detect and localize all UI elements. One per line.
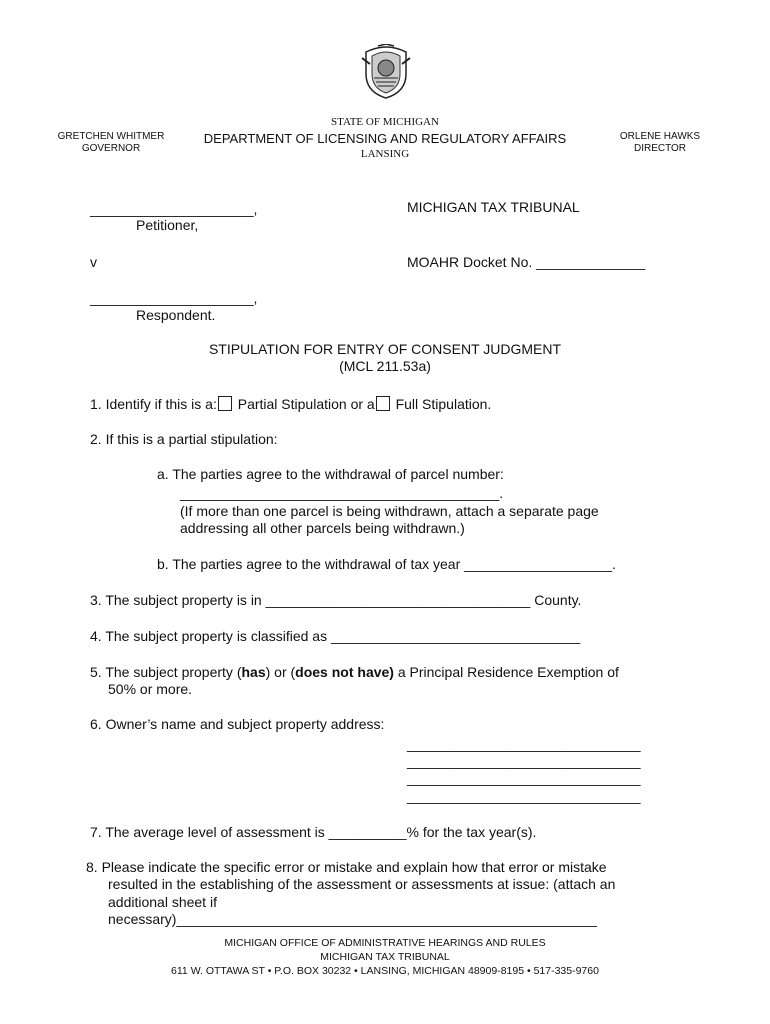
statute-reference: (MCL 211.53a) [339,358,431,374]
governor-name: GRETCHEN WHITMER [57,131,165,142]
full-stipulation-label: Full Stipulation. [395,396,492,412]
item-8-line3: additional sheet if [108,894,217,910]
item-5-line2: 50% or more. [108,681,193,697]
item-1 [90,396,491,413]
governor-title: GOVERNOR [81,143,141,154]
state-name: MICHIGAN [382,116,439,128]
item-8-line4: necessary)______________________________________________________ [108,911,597,927]
item-5 [90,664,619,681]
city-name: LANSING [360,148,410,160]
owner-address-line-2: ______________________________ [407,753,641,769]
owner-address-line-1: ______________________________ [407,736,641,752]
item-3: 3. The subject property is in __________________________________ County. [90,592,582,608]
petitioner-blank: _____________________, [90,201,258,217]
item-2b: b. The parties agree to the withdrawal of tax year ___________________. [157,556,616,572]
respondent-label: Respondent. [136,307,216,323]
footer-tribunal: MICHIGAN TAX TRIBUNAL [320,951,450,963]
item-5-part-b: ) or ( [265,664,296,680]
director-name: ORLENE HAWKS [619,131,701,142]
docket-number-field: MOAHR Docket No. ______________ [407,254,646,270]
owner-address-line-4: ______________________________ [407,788,641,804]
item-2: 2. If this is a partial stipulation: [90,431,278,447]
footer-office: MICHIGAN OFFICE OF ADMINISTRATIVE HEARINGS AND RULES [224,937,546,949]
partial-stipulation-label: Partial Stipulation or a [237,396,375,412]
item-5-part-c: a Principal Residence Exemption of [393,664,619,680]
petitioner-label: Petitioner, [136,217,199,233]
footer-address: 611 W. OTTAWA ST • P.O. BOX 30232 • LANSING, MICHIGAN 48909-8195 • 517-335-9760 [171,965,599,977]
governor-block [50,131,172,155]
item-8-line1: 8. Please indicate the specific error or mistake and explain how that error or mistake [86,859,607,875]
state-prefix: STATE OF [331,116,380,128]
item-2a-line4: addressing all other parcels being withdrawn.) [180,520,465,536]
director-title: DIRECTOR [633,143,687,154]
item-2a-line3: (If more than one parcel is being withdrawn, attach a separate page [180,503,599,519]
document-title: STIPULATION FOR ENTRY OF CONSENT JUDGMENT [208,341,562,357]
item-8-line2: resulted in the establishing of the assessment or assessments at issue: (attach an [108,876,616,892]
item-7: 7. The average level of assessment is __________% for the tax year(s). [90,824,537,840]
item-5-has: has [241,664,266,680]
item-1-prefix: 1. Identify if this is a: [90,396,217,412]
department-name: DEPARTMENT OF LICENSING AND REGULATORY AFFAIRS [203,131,567,146]
state-line [200,116,570,129]
item-5-part-a: 5. The subject property ( [90,664,242,680]
tribunal-name: MICHIGAN TAX TRIBUNAL [407,199,580,215]
parcel-number-field: _________________________________________. [180,485,504,501]
director-block [600,131,720,155]
partial-stipulation-checkbox[interactable] [218,396,232,411]
item-4: 4. The subject property is classified as ________________________________ [90,628,581,644]
full-stipulation-checkbox[interactable] [376,396,390,411]
item-5-does-not-have: does not have) [295,664,394,680]
item-6: 6. Owner’s name and subject property address: [90,716,385,732]
state-seal-icon [360,44,412,100]
item-2a-line1: a. The parties agree to the withdrawal of parcel number: [157,466,504,482]
respondent-blank: _____________________, [90,290,258,306]
owner-address-line-3: ______________________________ [407,770,641,786]
versus-label: v [90,254,97,270]
